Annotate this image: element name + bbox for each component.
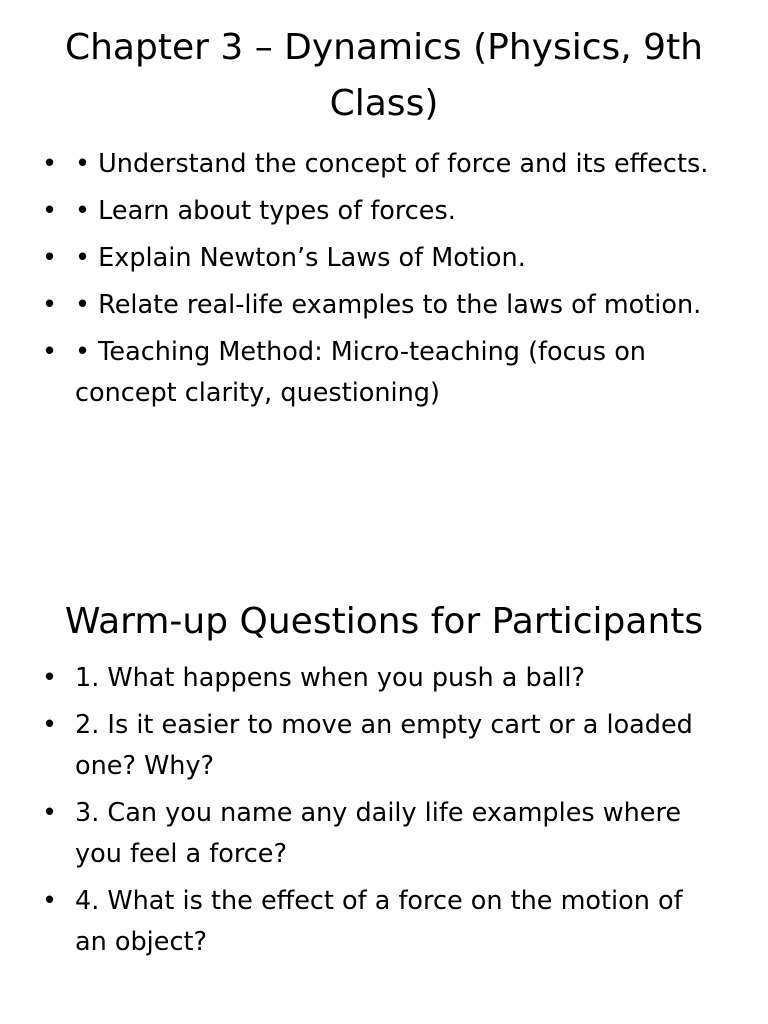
slide-warmup-questions bbox=[0, 576, 768, 1024]
list-item-text: • Understand the concept of force and its effects. bbox=[75, 149, 709, 179]
bullet-icon: • bbox=[42, 798, 58, 828]
list-item bbox=[42, 793, 720, 875]
list-item-text: 1. What happens when you push a ball? bbox=[75, 663, 586, 693]
list-item-text: • Relate real-life examples to the laws of motion. bbox=[75, 290, 702, 320]
bullet-icon: • bbox=[42, 337, 58, 367]
slide-title: Warm-up Questions for Participants bbox=[64, 601, 704, 642]
list-item bbox=[42, 658, 720, 699]
bullet-icon: • bbox=[42, 196, 58, 226]
list-item-text: • Learn about types of forces. bbox=[75, 196, 456, 226]
list-item-text: 3. Can you name any daily life examples where you feel a force? bbox=[75, 798, 682, 869]
bullet-icon: • bbox=[42, 149, 58, 179]
list-item bbox=[42, 881, 720, 963]
list-item-text: 4. What is the effect of a force on the motion of an object? bbox=[75, 886, 683, 957]
bullet-list bbox=[0, 144, 768, 414]
list-item bbox=[42, 144, 720, 185]
bullet-list bbox=[0, 658, 768, 963]
list-item bbox=[42, 238, 720, 279]
list-item-text: • Teaching Method: Micro-teaching (focus on concept clarity, questioning) bbox=[75, 337, 646, 408]
list-item bbox=[42, 332, 720, 414]
bullet-icon: • bbox=[42, 290, 58, 320]
slide-title: Chapter 3 – Dynamics (Physics, 9th Class) bbox=[64, 27, 704, 124]
list-item-text: • Explain Newton’s Laws of Motion. bbox=[75, 243, 526, 273]
list-item bbox=[42, 285, 720, 326]
bullet-icon: • bbox=[42, 663, 58, 693]
bullet-icon: • bbox=[42, 710, 58, 740]
bullet-icon: • bbox=[42, 243, 58, 273]
bullet-icon: • bbox=[42, 886, 58, 916]
list-item bbox=[42, 191, 720, 232]
list-item bbox=[42, 705, 720, 787]
list-item-text: 2. Is it easier to move an empty cart or a loaded one? Why? bbox=[75, 710, 693, 781]
